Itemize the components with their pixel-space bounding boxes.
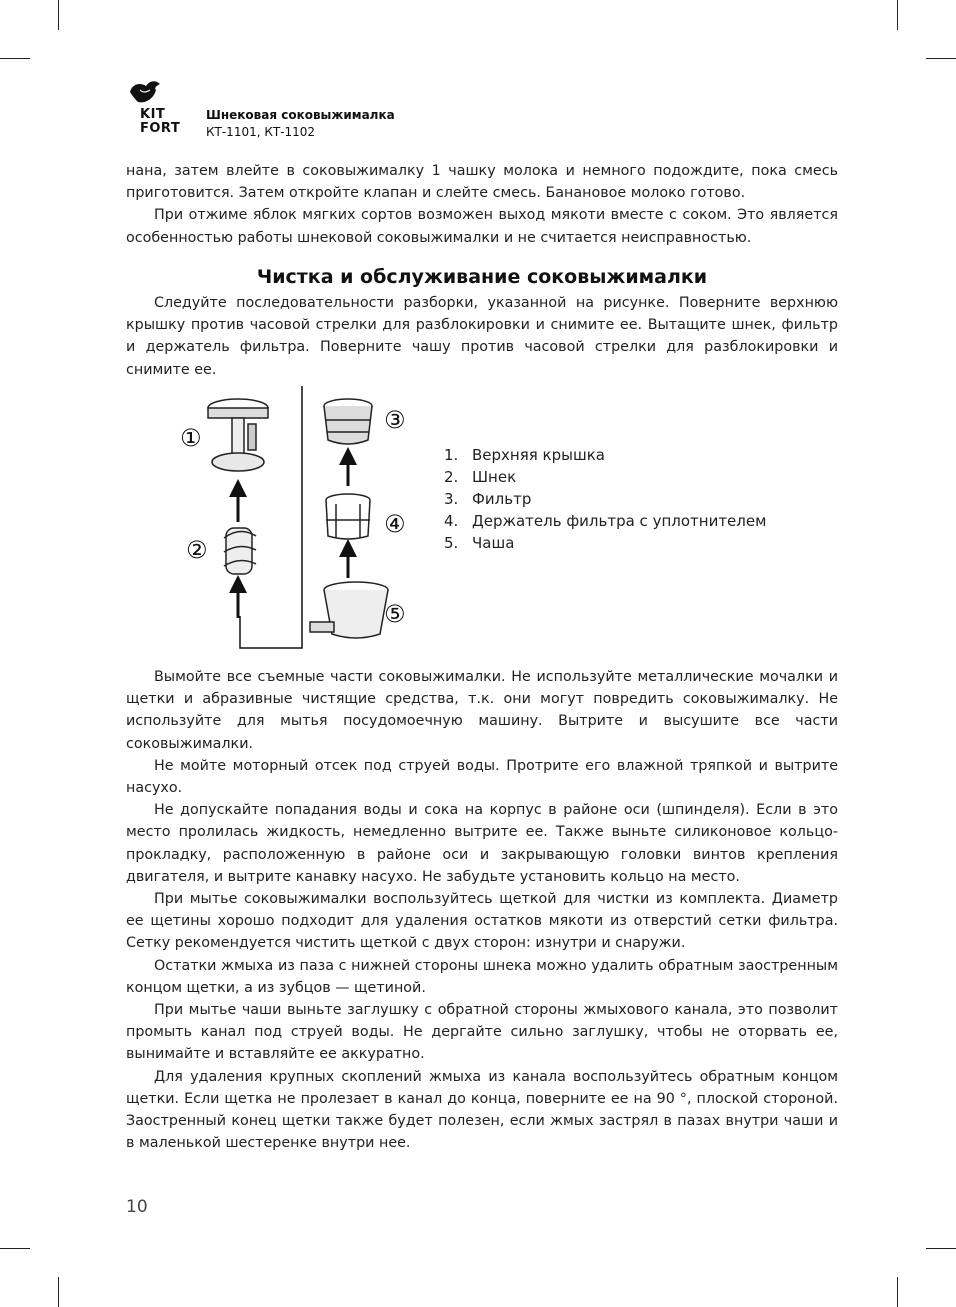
header-model: КТ-1101, КТ-1102 — [206, 125, 316, 139]
paragraph: Не допускайте попадания воды и сока на корпус в районе оси (шпинделя). Если в это место пролилась жидкость, немедленно вытрите ее. Также выньте силиконовое кольцо-прокладку, расположенную в районе оси и закрывающую головки винтов крепления двигателя, и вытрите канавку насухо. Не забудьте установить кольцо на место. — [126, 802, 838, 885]
crop-mark — [926, 58, 956, 59]
header-title: Шнековая соковыжималка — [206, 108, 395, 122]
list-item — [444, 466, 766, 488]
list-item — [444, 532, 766, 554]
list-number: 2. — [444, 468, 459, 486]
auger-illustration — [224, 528, 256, 574]
top-lid-illustration — [208, 399, 268, 471]
list-item — [444, 444, 766, 466]
marker-4: ④ — [384, 510, 406, 538]
marker-2: ② — [186, 536, 208, 564]
filter-holder-illustration — [326, 494, 370, 539]
crop-mark — [897, 0, 898, 30]
paragraph: При мытье соковыжималки воспользуйтесь щеткой для чистки из комплекта. Диаметр ее щетины хорошо подходит для удаления остатков мякоти из отверстий сетки фильтра. Сетку рекомендуется чистить щеткой с двух сторон: изнутри и снаружи. — [126, 891, 838, 952]
list-item — [444, 488, 766, 510]
paragraph: Остатки жмыха из паза с нижней стороны шнека можно удалить обратным заостренным концом щетки, а из зубцов — щетиной. — [126, 957, 838, 996]
paragraph: Не мойте моторный отсек под струей воды. Протрите его влажной тряпкой и вытрите насухо. — [126, 757, 838, 797]
crop-mark — [58, 0, 59, 30]
brand-line2: FORT — [140, 121, 181, 136]
list-number: 1. — [444, 446, 459, 464]
list-number: 3. — [444, 490, 459, 508]
paragraph: При мытье чаши выньте заглушку с обратной стороны жмыхового канала, это позволит промыть канал под струей воды. Не дергайте сильно заглушку, чтобы не оторвать ее, вынимайте и вставляйте ее аккуратно. — [126, 1002, 838, 1063]
parts-list — [444, 444, 766, 554]
crop-mark — [926, 1248, 956, 1249]
marker-1: ① — [180, 424, 202, 452]
list-number: 4. — [444, 512, 459, 530]
list-number: 5. — [444, 534, 459, 552]
page-header — [126, 78, 526, 140]
marker-3: ③ — [384, 406, 406, 434]
crop-mark — [58, 1277, 59, 1307]
bowl-illustration — [310, 582, 388, 638]
paragraph: При отжиме яблок мягких сортов возможен выход мякоти вместе с соком. Это является особенностью работы шнековой соковыжималки и не считается неисправностью. — [126, 207, 838, 246]
list-item — [444, 510, 766, 532]
paragraph: Вымойте все съемные части соковыжималки. Не используйте металлические мочалки и щетки и абразивные чистящие средства, т.к. они могут повредить соковыжималку. Не используйте для мытья посудомоечную машину. Вытрите и высушите все части соковыжималки. — [126, 669, 838, 752]
brand-line1: KIT — [140, 107, 166, 122]
list-label: Фильтр — [472, 490, 532, 508]
list-label: Шнек — [472, 468, 517, 486]
filter-illustration — [324, 399, 372, 444]
body-text — [126, 666, 838, 1154]
list-label: Верхняя крышка — [472, 446, 605, 464]
list-label: Держатель фильтра с уплотнителем — [472, 512, 767, 530]
crop-mark — [0, 1248, 30, 1249]
paragraph: Для удаления крупных скоплений жмыха из канала воспользуйтесь обратным концом щетки. Если щетка не пролезает в канал до конца, поверните ее на 90 °, плоской стороной. Заостренный конец щетки также будет полезен, если жмых застрял в пазах внутри чаши и в маленькой шестеренке внутри нее. — [126, 1068, 838, 1152]
section-intro — [126, 292, 838, 381]
crop-mark — [0, 58, 30, 59]
disassembly-diagram — [176, 386, 436, 658]
page-number: 10 — [126, 1197, 148, 1217]
intro-text — [126, 160, 838, 249]
brand-logo-text — [140, 108, 180, 136]
crop-mark — [897, 1277, 898, 1307]
paragraph: Следуйте последовательности разборки, указанной на рисунке. Поверните верхнюю крышку против часовой стрелки для разблокировки и снимите ее. Вытащите шнек, фильтр и держатель фильтра. Поверните чашу против часовой стрелки для разблокировки и снимите ее. — [126, 295, 838, 378]
section-heading: Чистка и обслуживание соковыжималки — [256, 266, 708, 288]
paragraph: нана, затем влейте в соковыжималку 1 чашку молока и немного подождите, пока смесь приготовится. Затем откройте клапан и слейте смесь. Банановое молоко готово. — [126, 163, 838, 202]
list-label: Чаша — [472, 534, 515, 552]
marker-5: ⑤ — [384, 600, 406, 628]
